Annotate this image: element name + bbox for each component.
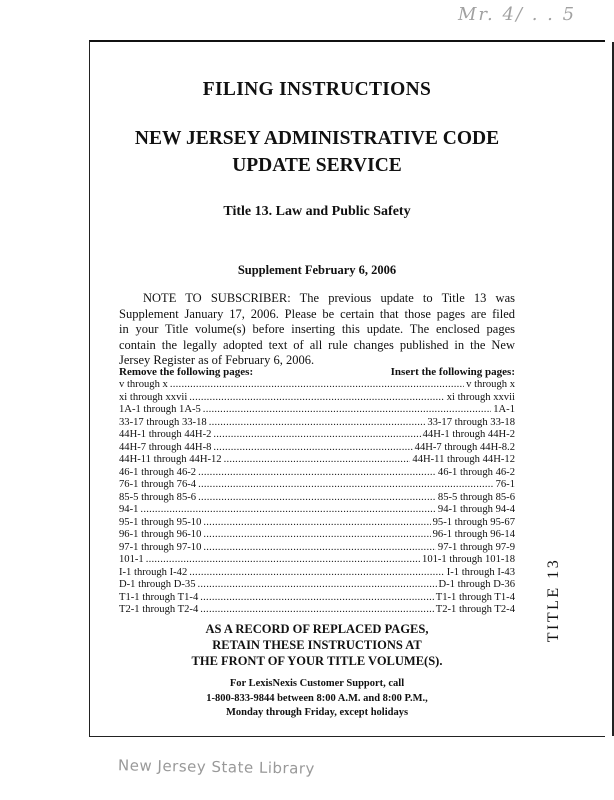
record-notice [119, 621, 515, 669]
dot-leader [198, 579, 437, 592]
dot-leader [140, 504, 435, 517]
record-line: AS A RECORD OF REPLACED PAGES, [205, 622, 429, 636]
note-line: in your Title volume(s) before inserting this update. The enclosed pages [119, 322, 515, 336]
table-row [119, 417, 515, 430]
remove-column-header: Remove the following pages: [119, 366, 254, 378]
support-phone-hours: 1-800-833-9844 between 8:00 A.M. and 8:00 P.M., [206, 692, 428, 704]
insert-pages-cell: v through x [466, 379, 515, 390]
remove-pages-cell: 44H-11 through 44H-12 [119, 454, 222, 465]
dot-leader [213, 442, 412, 455]
note-line: NOTE TO SUBSCRIBER: The previous update to Title 13 was [143, 291, 515, 305]
insert-pages-cell: I-1 through I-43 [446, 566, 515, 578]
record-line: RETAIN THESE INSTRUCTIONS AT [212, 638, 422, 652]
table-row [119, 429, 515, 442]
support-line: For LexisNexis Customer Support, call [229, 678, 405, 689]
insert-pages-cell: T2-1 through T2-4 [435, 604, 515, 615]
remove-pages-cell: 85-5 through 85-6 [119, 491, 197, 503]
remove-pages-cell: 95-1 through 95-10 [119, 516, 202, 528]
insert-pages-cell: 44H-7 through 44H-8.2 [414, 441, 515, 453]
insert-pages-cell: 97-1 through 97-9 [437, 541, 515, 553]
remove-pages-cell: T1-1 through T1-4 [119, 591, 199, 603]
table-row [119, 504, 515, 517]
dot-leader [224, 454, 411, 467]
code-heading-line2: UPDATE SERVICE [232, 155, 402, 176]
table-row [119, 592, 515, 605]
insert-pages-cell: 95-1 through 95-67 [432, 516, 515, 528]
table-row [119, 467, 515, 480]
table-row [119, 404, 515, 417]
page-replacement-table [119, 366, 515, 617]
remove-pages-cell: 44H-1 through 44H-2 [119, 429, 212, 440]
dot-leader [170, 379, 464, 392]
record-line: THE FRONT OF YOUR TITLE VOLUME(S). [191, 654, 443, 668]
table-row [119, 442, 515, 455]
remove-pages-cell: v through x [119, 379, 168, 390]
insert-pages-cell: 96-1 through 96-14 [432, 529, 515, 540]
table-row [119, 604, 515, 617]
dot-leader [203, 517, 430, 530]
dot-leader [200, 592, 434, 605]
title-subheading: Title 13. Law and Public Safety [223, 204, 411, 219]
remove-pages-cell: T2-1 through T2-4 [119, 604, 199, 615]
insert-pages-cell: 85-5 through 85-6 [437, 491, 515, 503]
insert-pages-cell: 76-1 [495, 479, 515, 490]
table-row [119, 529, 515, 542]
dot-leader [209, 417, 426, 430]
table-row [119, 379, 515, 392]
dot-leader [189, 567, 444, 580]
code-heading [79, 125, 555, 179]
note-line: Jersey Register as of February 6, 2006. [119, 353, 315, 367]
table-body [119, 379, 515, 617]
dot-leader [146, 554, 420, 567]
remove-pages-cell: xi through xxvii [119, 391, 188, 403]
insert-pages-cell: 101-1 through 101-18 [422, 554, 515, 565]
tab-divider [612, 42, 614, 736]
insert-pages-cell: xi through xxvii [446, 391, 515, 403]
table-row [119, 392, 515, 405]
support-line: Monday through Friday, except holidays [225, 707, 409, 718]
handwritten-note: Mr. 4/ . . 5 [458, 4, 577, 25]
dot-leader [198, 479, 493, 492]
note-line: Supplement January 17, 2006. Please be certain that those pages are filed [119, 306, 515, 321]
subscriber-note [119, 291, 515, 369]
insert-column-header: Insert the following pages: [390, 366, 515, 378]
table-row [119, 492, 515, 505]
remove-pages-cell: D-1 through D-35 [119, 579, 196, 590]
remove-pages-cell: 46-1 through 46-2 [119, 466, 197, 478]
dot-leader [203, 542, 436, 555]
table-row [119, 567, 515, 580]
table-header-row [119, 366, 515, 379]
remove-pages-cell: I-1 through I-42 [119, 566, 188, 578]
insert-pages-cell: 46-1 through 46-2 [437, 466, 515, 478]
dot-leader [200, 604, 434, 617]
library-stamp: New Jersey State Library [117, 756, 316, 778]
table-row [119, 454, 515, 467]
table-row [119, 579, 515, 592]
insert-pages-cell: 44H-1 through 44H-2 [422, 429, 515, 440]
insert-pages-cell: 94-1 through 94-4 [437, 504, 515, 515]
remove-pages-cell: 44H-7 through 44H-8 [119, 441, 212, 453]
code-heading-line1: NEW JERSEY ADMINISTRATIVE CODE [134, 128, 500, 149]
dot-leader [198, 492, 436, 505]
table-row [119, 542, 515, 555]
insert-pages-cell: 1A-1 [493, 404, 515, 415]
dot-leader [203, 404, 491, 417]
remove-pages-cell: 94-1 [119, 504, 139, 515]
supplement-date: Supplement February 6, 2006 [237, 263, 397, 277]
dot-leader [213, 429, 420, 442]
insert-pages-cell: 33-17 through 33-18 [427, 416, 515, 428]
insert-pages-cell: D-1 through D-36 [438, 579, 515, 590]
remove-pages-cell: 96-1 through 96-10 [119, 529, 202, 540]
table-row [119, 554, 515, 567]
remove-pages-cell: 1A-1 through 1A-5 [119, 404, 201, 415]
note-line: contain the legally adopted text of all rule changes published in the New [119, 337, 515, 352]
dot-leader [189, 392, 444, 405]
insert-pages-cell: 44H-11 through 44H-12 [412, 454, 515, 465]
insert-pages-cell: T1-1 through T1-4 [435, 591, 515, 603]
remove-pages-cell: 101-1 [119, 554, 144, 565]
support-contact [119, 677, 515, 721]
dot-leader [203, 529, 430, 542]
table-row [119, 479, 515, 492]
page-title: FILING INSTRUCTIONS [202, 79, 432, 100]
remove-pages-cell: 33-17 through 33-18 [119, 416, 207, 428]
table-row [119, 517, 515, 530]
side-tab-text: TITLE 13 [545, 557, 562, 643]
dot-leader [198, 467, 436, 480]
remove-pages-cell: 97-1 through 97-10 [119, 541, 202, 553]
remove-pages-cell: 76-1 through 76-4 [119, 479, 197, 490]
